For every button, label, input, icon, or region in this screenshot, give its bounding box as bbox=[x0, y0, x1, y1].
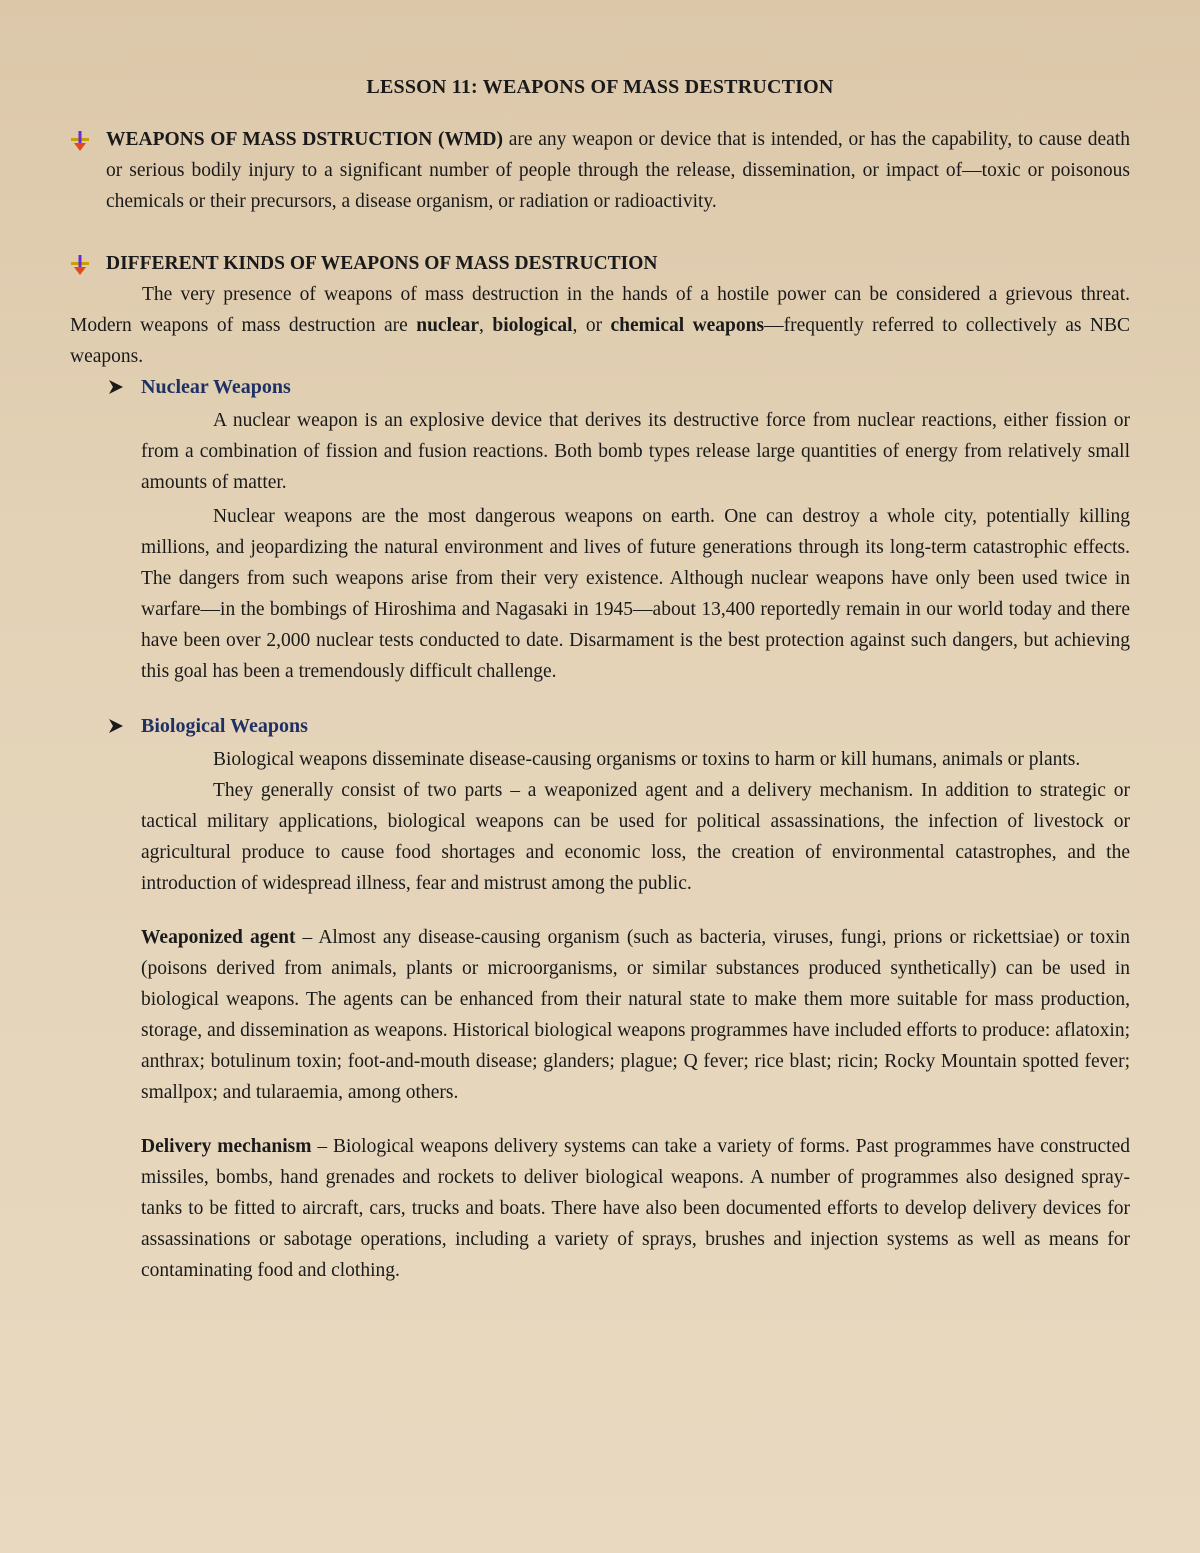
arrowhead-bullet-icon bbox=[107, 378, 125, 396]
kinds-intro bbox=[70, 279, 1130, 372]
delivery-mechanism-text: – Biological weapons delivery systems can take a variety of forms. Past programmes have constructed missiles, bombs, hand grenades and rockets to deliver biological weapons. A number of programmes also designed spray-tanks to be fitted to aircraft, cars, trucks and boats. There have also been documented efforts to develop delivery devices for assassinations or sabotage operations, including a variety of sprays, brushes and injection systems as well as means for contaminating food and clothing. bbox=[141, 1136, 1130, 1281]
delivery-mechanism-term: Delivery mechanism bbox=[141, 1136, 312, 1157]
nuclear-term: nuclear bbox=[416, 315, 480, 336]
wmd-definition bbox=[70, 124, 1130, 217]
kinds-intro-end: —frequently referred to collectively as NBC weapons. bbox=[70, 315, 1131, 367]
kinds-heading-text: DIFFERENT KINDS OF WEAPONS OF MASS DESTRUCTION bbox=[106, 253, 658, 274]
biological-term: biological bbox=[492, 315, 573, 336]
biological-heading bbox=[70, 711, 1130, 742]
arrowhead-bullet-icon bbox=[107, 717, 125, 735]
down-arrow-bullet-icon bbox=[70, 254, 90, 276]
wmd-term: WEAPONS OF MASS DSTRUCTION (WMD) bbox=[106, 129, 503, 150]
kinds-heading bbox=[70, 248, 1130, 279]
nuclear-paragraph-1: A nuclear weapon is an explosive device that derives its destructive force from nuclear reactions, either fission or from a combination of fission and fusion reactions. Both bomb types release large quantities of energy from relatively small amounts of matter. bbox=[141, 410, 1130, 493]
weaponized-agent-term: Weaponized agent bbox=[141, 927, 296, 948]
kinds-intro-text: The very presence of weapons of mass destruction in the hands of a hostile power can be considered a grievous threat. Modern weapons of mass destruction are bbox=[70, 284, 1130, 336]
weaponized-agent-text: – Almost any disease-causing organism (such as bacteria, viruses, fungi, prions or rickettsiae) or toxin (poisons derived from animals, plants or microorganisms, or similar substances produced synthetically) can be used in biological weapons. The agents can be enhanced from their natural state to make them more suitable for mass production, storage, and dissemination as weapons. Historical biological weapons programmes have included efforts to produce: aflatoxin; anthrax; botulinum toxin; foot-and-mouth disease; glanders; plague; Q fever; rice blast; ricin; Rocky Mountain spotted fever; smallpox; and tularaemia, among others. bbox=[141, 927, 1130, 1103]
biological-paragraph-1: Biological weapons disseminate disease-causing organisms or toxins to harm or kill humans, animals or plants. bbox=[213, 749, 1081, 770]
biological-paragraph-2: They generally consist of two parts – a weaponized agent and a delivery mechanism. In addition to strategic or tactical military applications, biological weapons can be used for political assassinations, the infection of livestock or agricultural produce to cause food shortages and economic loss, the creation of environmental catastrophes, and the introduction of widespread illness, fear and mistrust among the public. bbox=[141, 780, 1130, 894]
wmd-definition-text: are any weapon or device that is intended, or has the capability, to cause death or serious bodily injury to a significant number of people through the release, dissemination, or impact of—toxic or poisonous chemicals or their precursors, a disease organism, or radiation or radioactivity. bbox=[106, 129, 1130, 212]
nuclear-heading-text: Nuclear Weapons bbox=[141, 376, 291, 398]
separator: , bbox=[479, 315, 493, 336]
nuclear-paragraph-2: Nuclear weapons are the most dangerous weapons on earth. One can destroy a whole city, potentially killing millions, and jeopardizing the natural environment and lives of future generations through its long-term catastrophic effects. The dangers from such weapons arise from their very existence. Although nuclear weapons have only been used twice in warfare—in the bombings of Hiroshima and Nagasaki in 1945—about 13,400 reportedly remain in our world today and there have been over 2,000 nuclear tests conducted to date. Disarmament is the best protection against such dangers, but achieving this goal has been a tremendously difficult challenge. bbox=[141, 506, 1130, 682]
biological-heading-text: Biological Weapons bbox=[141, 715, 308, 737]
delivery-mechanism-paragraph bbox=[141, 1131, 1130, 1286]
lesson-title: LESSON 11: WEAPONS OF MASS DESTRUCTION bbox=[366, 76, 834, 98]
weaponized-agent-paragraph bbox=[141, 922, 1130, 1108]
separator: , or bbox=[572, 315, 611, 336]
nuclear-heading bbox=[70, 372, 1130, 403]
down-arrow-bullet-icon bbox=[70, 130, 90, 152]
chemical-term: chemical weapons bbox=[610, 315, 765, 336]
